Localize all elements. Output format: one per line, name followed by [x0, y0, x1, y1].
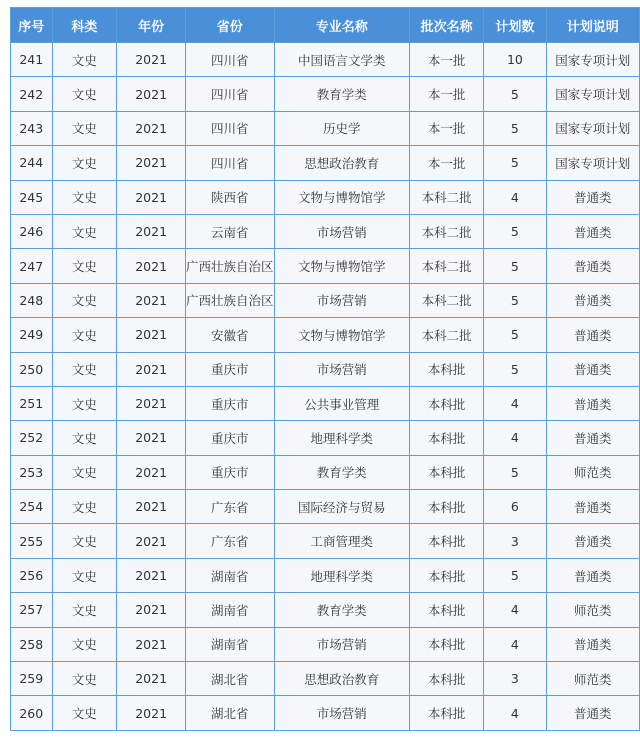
cell-index: 241 [11, 43, 53, 77]
cell-major-name: 工商管理类 [274, 524, 409, 558]
cell-batch-name: 本一批 [410, 43, 484, 77]
cell-year: 2021 [117, 146, 186, 180]
cell-index: 246 [11, 214, 53, 248]
cell-year: 2021 [117, 214, 186, 248]
cell-plan-count: 5 [484, 558, 546, 592]
cell-major-name: 文物与博物馆学 [274, 249, 409, 283]
cell-subject-type: 文史 [52, 490, 117, 524]
table-row [11, 249, 640, 283]
cell-plan-note: 普通类 [546, 490, 639, 524]
table-row [11, 490, 640, 524]
cell-subject-type: 文史 [52, 662, 117, 696]
cell-index: 242 [11, 77, 53, 111]
cell-index: 260 [11, 696, 53, 730]
cell-subject-type: 文史 [52, 318, 117, 352]
cell-province: 四川省 [186, 77, 275, 111]
cell-province: 重庆市 [186, 421, 275, 455]
cell-province: 湖北省 [186, 696, 275, 730]
header-major-name: 专业名称 [274, 8, 409, 43]
cell-batch-name: 本一批 [410, 111, 484, 145]
cell-major-name: 市场营销 [274, 627, 409, 661]
cell-plan-note: 普通类 [546, 696, 639, 730]
cell-major-name: 市场营销 [274, 696, 409, 730]
table-row [11, 111, 640, 145]
cell-plan-count: 5 [484, 455, 546, 489]
cell-subject-type: 文史 [52, 421, 117, 455]
cell-plan-note: 国家专项计划 [546, 111, 639, 145]
cell-subject-type: 文史 [52, 180, 117, 214]
cell-subject-type: 文史 [52, 524, 117, 558]
cell-index: 250 [11, 352, 53, 386]
cell-province: 四川省 [186, 146, 275, 180]
table-row [11, 627, 640, 661]
cell-batch-name: 本科二批 [410, 180, 484, 214]
cell-plan-count: 6 [484, 490, 546, 524]
cell-plan-note: 普通类 [546, 627, 639, 661]
table-row [11, 696, 640, 730]
cell-plan-count: 4 [484, 627, 546, 661]
cell-batch-name: 本科二批 [410, 283, 484, 317]
cell-province: 安徽省 [186, 318, 275, 352]
cell-batch-name: 本科批 [410, 352, 484, 386]
cell-plan-count: 4 [484, 386, 546, 420]
cell-plan-note: 普通类 [546, 214, 639, 248]
cell-year: 2021 [117, 524, 186, 558]
cell-plan-note: 普通类 [546, 386, 639, 420]
cell-index: 245 [11, 180, 53, 214]
cell-major-name: 公共事业管理 [274, 386, 409, 420]
cell-subject-type: 文史 [52, 696, 117, 730]
cell-year: 2021 [117, 558, 186, 592]
cell-province: 陕西省 [186, 180, 275, 214]
cell-batch-name: 本科批 [410, 662, 484, 696]
cell-plan-count: 5 [484, 111, 546, 145]
cell-plan-count: 4 [484, 180, 546, 214]
cell-province: 重庆市 [186, 386, 275, 420]
cell-year: 2021 [117, 386, 186, 420]
cell-year: 2021 [117, 249, 186, 283]
table-header-row [11, 8, 640, 43]
cell-major-name: 思想政治教育 [274, 146, 409, 180]
table-row [11, 283, 640, 317]
cell-subject-type: 文史 [52, 627, 117, 661]
cell-plan-note: 国家专项计划 [546, 43, 639, 77]
cell-plan-count: 3 [484, 662, 546, 696]
cell-year: 2021 [117, 662, 186, 696]
cell-province: 重庆市 [186, 455, 275, 489]
table-row [11, 180, 640, 214]
cell-batch-name: 本科批 [410, 455, 484, 489]
cell-plan-count: 10 [484, 43, 546, 77]
cell-year: 2021 [117, 111, 186, 145]
cell-subject-type: 文史 [52, 455, 117, 489]
cell-major-name: 历史学 [274, 111, 409, 145]
cell-batch-name: 本科批 [410, 386, 484, 420]
table-row [11, 146, 640, 180]
header-subject-type: 科类 [52, 8, 117, 43]
table-row [11, 662, 640, 696]
cell-index: 248 [11, 283, 53, 317]
cell-plan-note: 师范类 [546, 593, 639, 627]
cell-batch-name: 本一批 [410, 146, 484, 180]
cell-major-name: 地理科学类 [274, 558, 409, 592]
table-row [11, 214, 640, 248]
table-row [11, 455, 640, 489]
cell-year: 2021 [117, 593, 186, 627]
cell-batch-name: 本科批 [410, 593, 484, 627]
table-row [11, 318, 640, 352]
cell-province: 重庆市 [186, 352, 275, 386]
table-row [11, 524, 640, 558]
cell-plan-count: 5 [484, 318, 546, 352]
enrollment-plan-table [10, 7, 640, 731]
cell-major-name: 文物与博物馆学 [274, 318, 409, 352]
cell-plan-note: 普通类 [546, 352, 639, 386]
header-year: 年份 [117, 8, 186, 43]
cell-batch-name: 本科批 [410, 696, 484, 730]
table-row [11, 421, 640, 455]
cell-major-name: 市场营销 [274, 352, 409, 386]
cell-year: 2021 [117, 77, 186, 111]
cell-major-name: 中国语言文学类 [274, 43, 409, 77]
cell-province: 湖北省 [186, 662, 275, 696]
cell-province: 湖南省 [186, 558, 275, 592]
cell-plan-count: 4 [484, 593, 546, 627]
cell-plan-count: 5 [484, 77, 546, 111]
cell-batch-name: 本科批 [410, 558, 484, 592]
cell-batch-name: 本一批 [410, 77, 484, 111]
cell-major-name: 教育学类 [274, 455, 409, 489]
cell-subject-type: 文史 [52, 77, 117, 111]
cell-index: 255 [11, 524, 53, 558]
cell-index: 244 [11, 146, 53, 180]
cell-plan-note: 普通类 [546, 249, 639, 283]
cell-province: 广西壮族自治区 [186, 249, 275, 283]
cell-plan-count: 5 [484, 249, 546, 283]
cell-index: 254 [11, 490, 53, 524]
cell-plan-note: 国家专项计划 [546, 146, 639, 180]
cell-subject-type: 文史 [52, 43, 117, 77]
cell-plan-note: 普通类 [546, 318, 639, 352]
cell-province: 云南省 [186, 214, 275, 248]
cell-batch-name: 本科批 [410, 627, 484, 661]
cell-batch-name: 本科批 [410, 421, 484, 455]
table-row [11, 352, 640, 386]
cell-index: 252 [11, 421, 53, 455]
cell-province: 广东省 [186, 524, 275, 558]
table-row [11, 558, 640, 592]
cell-province: 四川省 [186, 111, 275, 145]
cell-index: 257 [11, 593, 53, 627]
cell-index: 259 [11, 662, 53, 696]
cell-year: 2021 [117, 180, 186, 214]
cell-year: 2021 [117, 455, 186, 489]
cell-province: 广东省 [186, 490, 275, 524]
cell-subject-type: 文史 [52, 111, 117, 145]
cell-subject-type: 文史 [52, 352, 117, 386]
cell-year: 2021 [117, 43, 186, 77]
cell-major-name: 教育学类 [274, 77, 409, 111]
header-plan-note: 计划说明 [546, 8, 639, 43]
cell-plan-note: 师范类 [546, 455, 639, 489]
cell-index: 251 [11, 386, 53, 420]
cell-year: 2021 [117, 283, 186, 317]
cell-plan-note: 师范类 [546, 662, 639, 696]
cell-subject-type: 文史 [52, 593, 117, 627]
header-plan-count: 计划数 [484, 8, 546, 43]
cell-subject-type: 文史 [52, 249, 117, 283]
cell-major-name: 国际经济与贸易 [274, 490, 409, 524]
cell-batch-name: 本科批 [410, 490, 484, 524]
cell-plan-count: 5 [484, 146, 546, 180]
cell-major-name: 文物与博物馆学 [274, 180, 409, 214]
cell-year: 2021 [117, 352, 186, 386]
cell-major-name: 市场营销 [274, 214, 409, 248]
table-row [11, 43, 640, 77]
enrollment-plan-table-wrapper [10, 7, 640, 731]
cell-major-name: 市场营销 [274, 283, 409, 317]
table-row [11, 386, 640, 420]
cell-year: 2021 [117, 318, 186, 352]
cell-batch-name: 本科二批 [410, 249, 484, 283]
cell-subject-type: 文史 [52, 214, 117, 248]
cell-subject-type: 文史 [52, 386, 117, 420]
cell-plan-note: 国家专项计划 [546, 77, 639, 111]
cell-province: 广西壮族自治区 [186, 283, 275, 317]
cell-plan-note: 普通类 [546, 283, 639, 317]
cell-major-name: 教育学类 [274, 593, 409, 627]
cell-index: 258 [11, 627, 53, 661]
cell-year: 2021 [117, 490, 186, 524]
table-row [11, 593, 640, 627]
cell-batch-name: 本科二批 [410, 214, 484, 248]
cell-major-name: 地理科学类 [274, 421, 409, 455]
cell-plan-count: 5 [484, 352, 546, 386]
cell-plan-count: 4 [484, 421, 546, 455]
cell-batch-name: 本科二批 [410, 318, 484, 352]
table-body [11, 43, 640, 731]
cell-plan-count: 5 [484, 283, 546, 317]
cell-plan-note: 普通类 [546, 180, 639, 214]
cell-batch-name: 本科批 [410, 524, 484, 558]
cell-subject-type: 文史 [52, 283, 117, 317]
cell-province: 湖南省 [186, 593, 275, 627]
cell-plan-count: 3 [484, 524, 546, 558]
cell-plan-count: 4 [484, 696, 546, 730]
cell-index: 247 [11, 249, 53, 283]
cell-plan-count: 5 [484, 214, 546, 248]
header-index: 序号 [11, 8, 53, 43]
cell-index: 253 [11, 455, 53, 489]
cell-province: 四川省 [186, 43, 275, 77]
table-row [11, 77, 640, 111]
cell-index: 256 [11, 558, 53, 592]
cell-province: 湖南省 [186, 627, 275, 661]
header-province: 省份 [186, 8, 275, 43]
cell-subject-type: 文史 [52, 146, 117, 180]
header-batch-name: 批次名称 [410, 8, 484, 43]
cell-plan-note: 普通类 [546, 421, 639, 455]
cell-index: 249 [11, 318, 53, 352]
cell-year: 2021 [117, 421, 186, 455]
cell-year: 2021 [117, 696, 186, 730]
cell-year: 2021 [117, 627, 186, 661]
cell-subject-type: 文史 [52, 558, 117, 592]
cell-plan-note: 普通类 [546, 524, 639, 558]
cell-major-name: 思想政治教育 [274, 662, 409, 696]
cell-index: 243 [11, 111, 53, 145]
cell-plan-note: 普通类 [546, 558, 639, 592]
